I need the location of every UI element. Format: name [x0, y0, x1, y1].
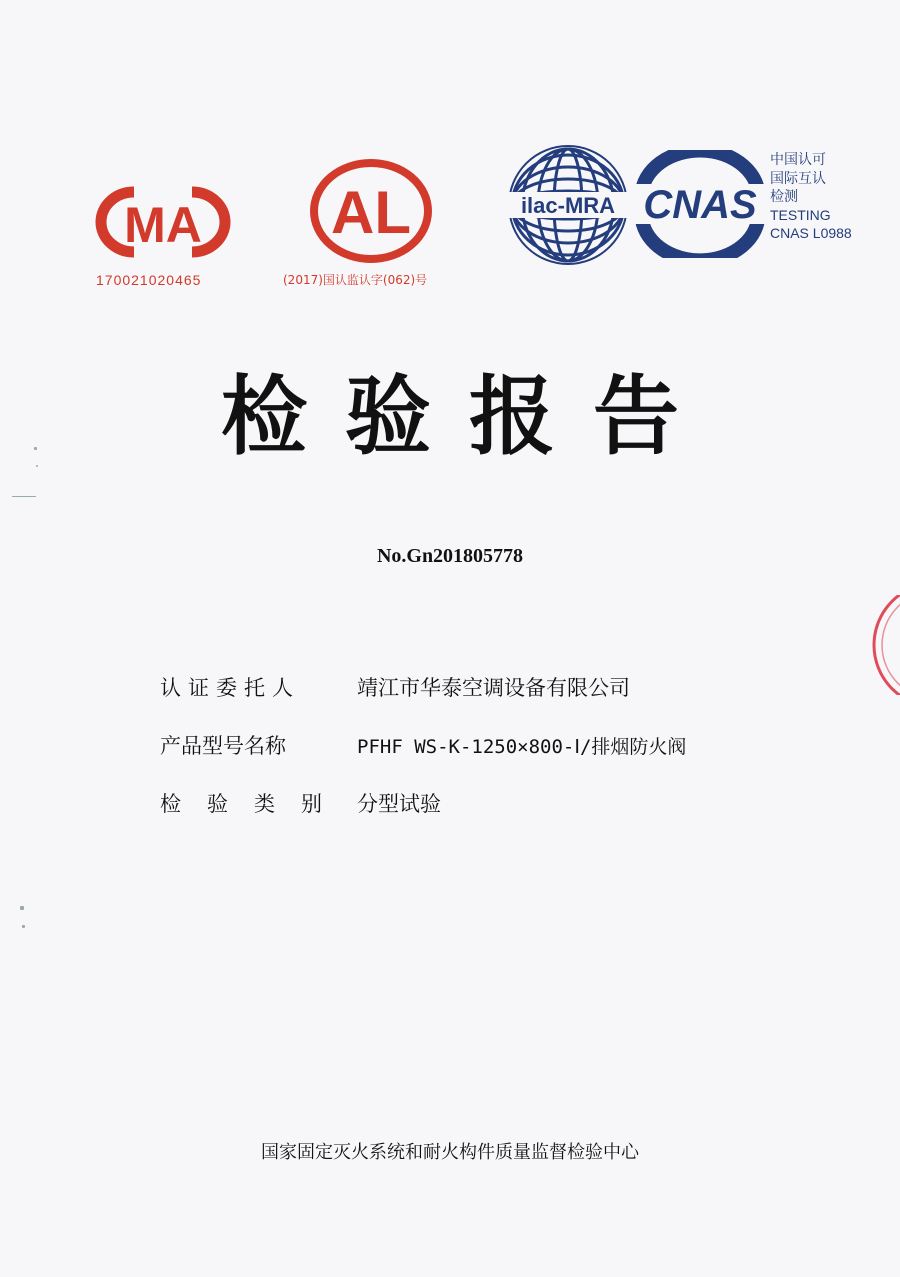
red-seal-fragment — [866, 595, 900, 695]
issuing-organization: 国家固定灭火系统和耐火构件质量监督检验中心 — [261, 1142, 639, 1163]
cma-number: 170021020465 — [96, 272, 202, 288]
scan-speck — [20, 906, 24, 910]
product-row — [160, 730, 860, 788]
cnas-line: 中国认可 — [770, 151, 826, 167]
scan-speck — [12, 496, 36, 497]
cma-logo-text: MA — [124, 197, 202, 253]
cnas-logo-text: CNAS — [643, 183, 757, 227]
product-label: 产品型号名称 — [160, 734, 286, 758]
scan-speck — [22, 925, 25, 928]
cnas-line: TESTING — [770, 206, 831, 223]
test-type-row — [160, 788, 860, 846]
cal-logo — [308, 157, 434, 265]
cnas-line: CNAS L0988 — [770, 225, 852, 241]
cnas-logo — [634, 150, 766, 258]
test-type-value: 分型试验 — [357, 792, 441, 816]
client-value: 靖江市华泰空调设备有限公司 — [357, 676, 630, 700]
ilac-mra-logo — [505, 142, 631, 268]
scan-speck — [36, 465, 38, 467]
report-title: 检验报告 — [221, 367, 717, 467]
client-label: 认证委托人 — [160, 676, 300, 700]
cal-logo-text: AL — [331, 179, 411, 246]
report-info — [160, 672, 860, 846]
cnas-line: 国际互认 — [770, 169, 826, 186]
cnas-line: 检测 — [770, 188, 798, 204]
test-type-label: 检验类别 — [160, 792, 348, 816]
report-number: No.Gn201805778 — [376, 545, 524, 567]
cnas-accreditation-text — [770, 150, 890, 243]
ilac-logo-text: ilac-MRA — [520, 193, 616, 218]
product-value: PFHF WS-K-1250×800-Ⅰ/排烟防火阀 — [357, 736, 687, 758]
cma-logo — [94, 186, 232, 258]
cal-caption: (2017)国认监认字(062)号 — [283, 273, 428, 287]
scan-speck — [34, 447, 37, 450]
client-row — [160, 672, 860, 730]
